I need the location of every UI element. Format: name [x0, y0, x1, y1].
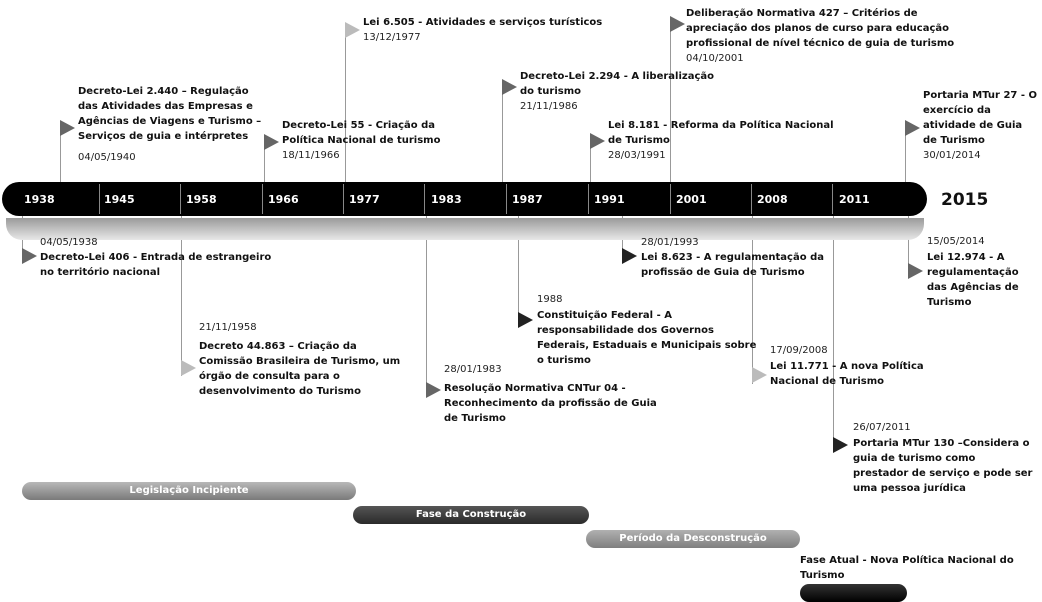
timeline-year: 1938 [24, 193, 55, 206]
flag-icon [345, 22, 360, 38]
event-title: Decreto-Lei 2.294 - A liberalização do turismo [520, 71, 714, 97]
year-separator [343, 184, 344, 214]
event-card [78, 84, 263, 165]
event-date: 21/11/1958 [199, 322, 257, 333]
year-separator [506, 184, 507, 214]
event-card [853, 420, 1033, 496]
event-card [927, 234, 1039, 310]
phase-bar: Período da Desconstrução [586, 530, 800, 548]
flag-icon [22, 248, 37, 264]
year-separator [832, 184, 833, 214]
event-title: Resolução Normativa CNTur 04 - Reconhecimento da profissão de Guia de Turismo [444, 383, 657, 424]
event-card [199, 320, 404, 399]
timeline-year: 2001 [676, 193, 707, 206]
event-date: 28/01/1983 [444, 364, 502, 375]
flag-icon [426, 382, 441, 398]
year-separator [588, 184, 589, 214]
flag-icon [752, 367, 767, 383]
event-title: Decreto-Lei 2.440 – Regulação das Atividades das Empresas e Agências de Viagens e Turismo – Serviços de guia e intérpretes [78, 86, 262, 142]
timeline-year: 1966 [268, 193, 299, 206]
flag-icon [905, 120, 920, 136]
event-card [520, 69, 720, 114]
event-date: 30/01/2014 [923, 150, 981, 161]
event-date: 04/05/1938 [40, 237, 98, 248]
event-date: 28/01/1993 [641, 237, 699, 248]
year-separator [262, 184, 263, 214]
event-card [686, 6, 961, 66]
event-title: Decreto-Lei 55 - Criação da Política Nacional de turismo [282, 120, 441, 146]
event-card [444, 362, 664, 426]
year-separator [424, 184, 425, 214]
event-card [363, 15, 603, 45]
event-title: Lei 8.623 - A regulamentação da profissão de Guia de Turismo [641, 252, 824, 278]
event-title: Decreto-Lei 406 - Entrada de estrangeiro no território nacional [40, 252, 272, 278]
event-date: 04/05/1940 [78, 152, 136, 163]
event-title: Lei 12.974 - A regulamentação das Agências de Turismo [927, 252, 1019, 308]
event-card [923, 88, 1038, 163]
timeline-year: 1983 [431, 193, 462, 206]
event-title: Constituição Federal - A responsabilidade dos Governos Federais, Estaduais e Municipais sobre o turismo [537, 310, 757, 366]
flag-icon [908, 263, 923, 279]
event-date: 1988 [537, 294, 563, 305]
year-separator [670, 184, 671, 214]
connector-line [426, 216, 427, 394]
timeline-year: 2011 [839, 193, 870, 206]
phase-bar: Fase da Construção [353, 506, 589, 524]
flag-icon [518, 312, 533, 328]
connector-line [60, 128, 61, 183]
timeline-bar [2, 182, 927, 216]
event-card [608, 118, 843, 163]
timeline-year: 1977 [349, 193, 380, 206]
event-title: Lei 8.181 - Reforma da Política Nacional de Turismo [608, 120, 834, 146]
flag-icon [622, 248, 637, 264]
timeline-year: 1958 [186, 193, 217, 206]
event-date: 17/09/2008 [770, 345, 828, 356]
flag-icon [181, 360, 196, 376]
flag-icon [833, 437, 848, 453]
event-card [770, 343, 940, 389]
timeline-year: 1991 [594, 193, 625, 206]
event-date: 21/11/1986 [520, 101, 578, 112]
event-title: Portaria MTur 130 –Considera o guia de turismo como prestador de serviço e pode ser uma pessoa jurídica [853, 438, 1033, 494]
phase-label: Fase Atual - Nova Política Nacional do Turismo [800, 555, 1014, 581]
event-title: Decreto 44.863 – Criação da Comissão Brasileira de Turismo, um órgão de consulta para o desenvolvimento do Turismo [199, 341, 401, 397]
event-card [537, 292, 762, 368]
timeline-end-year: 2015 [941, 190, 989, 210]
event-title: Deliberação Normativa 427 – Critérios de apreciação dos planos de curso para educação profissional de nível técnico de guia de turismo [686, 8, 955, 49]
year-separator [99, 184, 100, 214]
event-title: Lei 11.771 - A nova Política Nacional de Turismo [770, 361, 924, 387]
event-date: 04/10/2001 [686, 53, 744, 64]
connector-line [502, 85, 503, 183]
event-date: 28/03/1991 [608, 150, 666, 161]
phase-bar-current [800, 584, 907, 602]
timeline-year: 2008 [757, 193, 788, 206]
phase-bar: Legislação Incipiente [22, 482, 356, 500]
flag-icon [502, 79, 517, 95]
event-date: 13/12/1977 [363, 32, 421, 43]
flag-icon [264, 134, 279, 150]
event-card [641, 235, 871, 280]
flag-icon [670, 16, 685, 32]
timeline-year: 1987 [512, 193, 543, 206]
event-date: 15/05/2014 [927, 236, 985, 247]
event-date: 26/07/2011 [853, 422, 911, 433]
event-card [40, 235, 275, 280]
timeline-year: 1945 [104, 193, 135, 206]
event-date: 18/11/1966 [282, 150, 340, 161]
event-card [282, 118, 472, 163]
flag-icon [60, 120, 75, 136]
flag-icon [590, 133, 605, 149]
year-separator [180, 184, 181, 214]
year-separator [751, 184, 752, 214]
event-title: Lei 6.505 - Atividades e serviços turísticos [363, 17, 603, 28]
event-title: Portaria MTur 27 - O exercício da atividade de Guia de Turismo [923, 90, 1037, 146]
